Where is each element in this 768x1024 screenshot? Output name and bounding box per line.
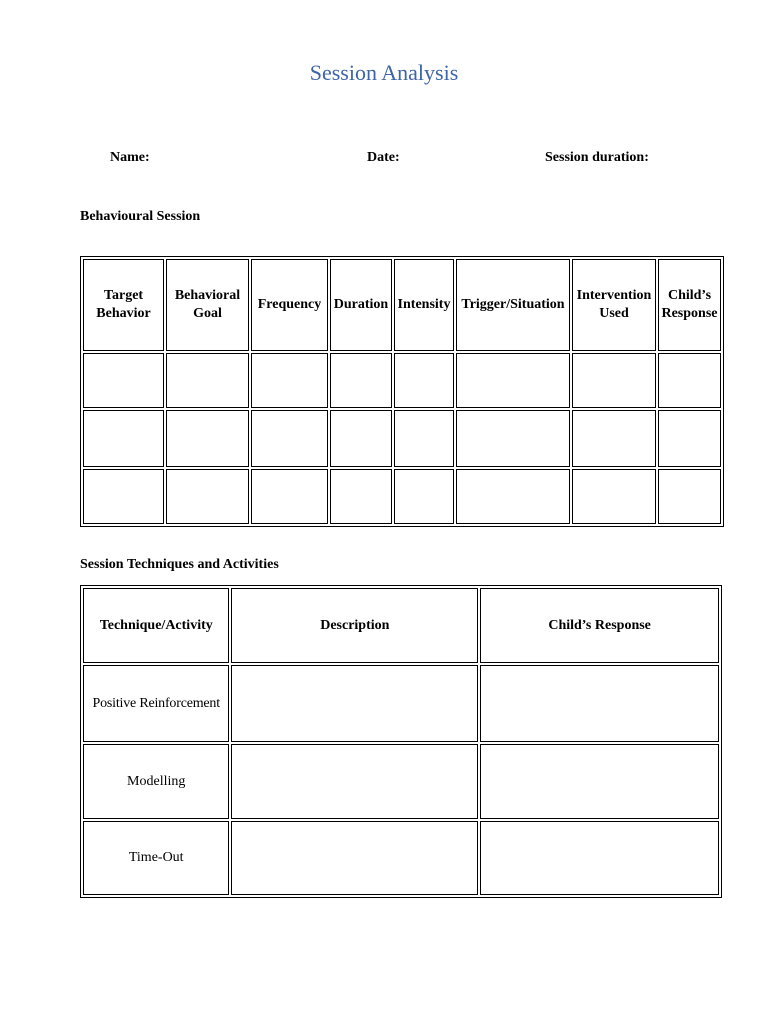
response-cell[interactable] [480,821,719,895]
techniques-header-row [83,588,719,663]
table-row [83,469,721,524]
entry-cell[interactable] [394,410,454,467]
entry-cell[interactable] [251,353,328,408]
table-row [83,744,719,819]
entry-cell[interactable] [251,410,328,467]
response-cell[interactable] [480,665,719,742]
technique-name: Positive Reinforcement [83,665,229,742]
entry-cell[interactable] [572,469,656,524]
description-cell[interactable] [231,821,478,895]
header-intensity: Intensity [394,259,454,351]
entry-cell[interactable] [83,353,164,408]
date-label: Date: [367,150,400,165]
behavioural-header-row [83,259,721,351]
entry-cell[interactable] [456,469,570,524]
entry-cell[interactable] [330,469,392,524]
entry-cell[interactable] [572,353,656,408]
description-cell[interactable] [231,744,478,819]
header-technique-activity: Technique/Activity [83,588,229,663]
entry-cell[interactable] [394,353,454,408]
header-target-behavior: Target Behavior [83,259,164,351]
table-row [83,410,721,467]
entry-cell[interactable] [330,410,392,467]
header-childs-response: Child’s Response [658,259,721,351]
description-cell[interactable] [231,665,478,742]
header-intervention-used: Intervention Used [572,259,656,351]
header-frequency: Frequency [251,259,328,351]
header-childs-response: Child’s Response [480,588,719,663]
entry-cell[interactable] [166,469,249,524]
entry-cell[interactable] [658,410,721,467]
header-behavioral-goal: Behavioral Goal [166,259,249,351]
technique-name: Modelling [83,744,229,819]
table-row [83,353,721,408]
entry-cell[interactable] [456,353,570,408]
entry-cell[interactable] [83,410,164,467]
entry-cell[interactable] [251,469,328,524]
header-trigger-situation: Trigger/Situation [456,259,570,351]
entry-cell[interactable] [166,410,249,467]
table-row [83,665,719,742]
entry-cell[interactable] [83,469,164,524]
behavioural-session-table [80,256,724,527]
entry-cell[interactable] [572,410,656,467]
entry-cell[interactable] [658,353,721,408]
session-duration-label: Session duration: [545,150,649,165]
page-title: Session Analysis [309,60,459,85]
table-row [83,821,719,895]
entry-cell[interactable] [166,353,249,408]
entry-cell[interactable] [658,469,721,524]
behavioural-session-heading: Behavioural Session [80,209,201,224]
header-description: Description [231,588,478,663]
technique-name: Time-Out [83,821,229,895]
techniques-table [80,585,722,898]
header-duration: Duration [330,259,392,351]
entry-cell[interactable] [330,353,392,408]
entry-cell[interactable] [456,410,570,467]
techniques-heading: Session Techniques and Activities [80,557,279,572]
entry-cell[interactable] [394,469,454,524]
response-cell[interactable] [480,744,719,819]
name-label: Name: [110,150,150,165]
